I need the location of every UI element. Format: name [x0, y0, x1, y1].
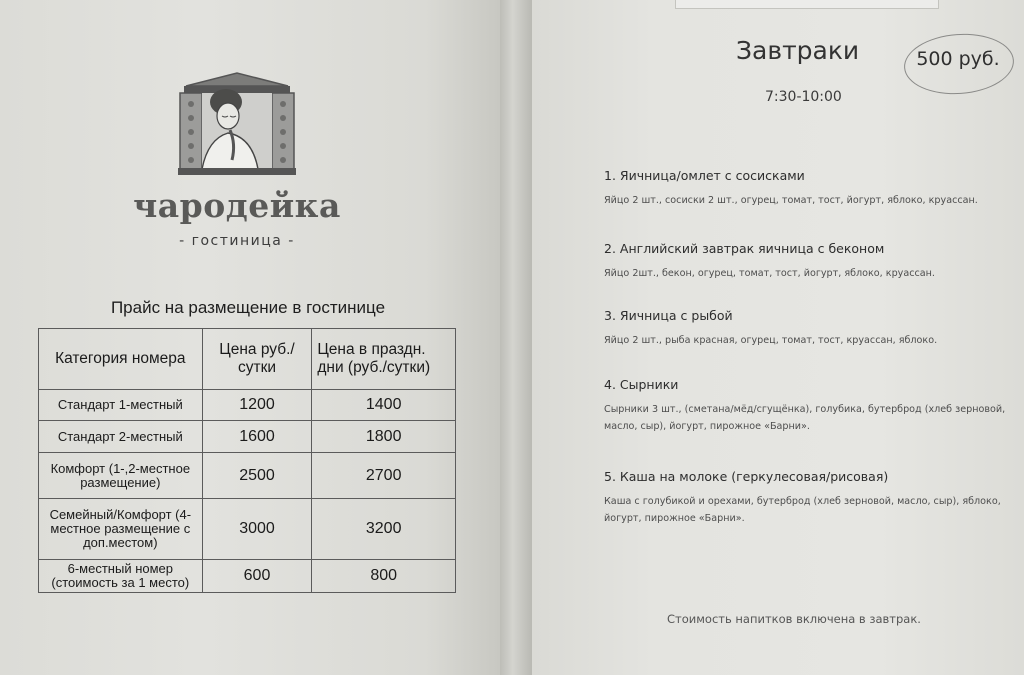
menu-item	[604, 241, 1006, 282]
room-price: 2500	[202, 453, 312, 499]
room-price: 1200	[202, 390, 312, 421]
brand-name: чародейка	[133, 186, 341, 225]
brand-subtitle: - гостиница -	[179, 233, 295, 249]
left-page	[0, 0, 500, 675]
menu-item-title: 1. Яичница/омлет с сосисками	[604, 168, 805, 183]
room-holiday-price: 2700	[312, 453, 456, 499]
price-title: Прайс на размещение в гостинице	[110, 298, 386, 317]
price-table	[38, 328, 456, 593]
table-header-row	[39, 329, 456, 390]
menu-item-title: 3. Яичница с рыбой	[604, 308, 733, 323]
menu-item-title: 4. Сырники	[604, 377, 679, 392]
table-row	[39, 499, 456, 560]
table-header: Категория номера	[39, 329, 203, 390]
hotel-logo-icon	[178, 72, 296, 176]
table-header: Цена руб./сутки	[202, 329, 312, 390]
menu-item-title: 5. Каша на молоке (геркулесовая/рисовая)	[604, 469, 889, 484]
breakfast-hours: 7:30-10:00	[765, 89, 842, 105]
menu-item-title: 2. Английский завтрак яичница с беконом	[604, 241, 885, 256]
menu-item-description: Каша с голубикой и орехами, бутерброд (хлеб зерновой, масло, сыр), яблоко, йогурт, пирожное «Барни».	[604, 496, 1001, 524]
room-category: Стандарт 1-местный	[39, 390, 203, 421]
room-price: 1600	[202, 421, 312, 453]
room-holiday-price: 3200	[312, 499, 456, 560]
room-category: Стандарт 2-местный	[39, 421, 203, 453]
room-holiday-price: 800	[312, 560, 456, 593]
menu-item	[604, 377, 1006, 435]
room-holiday-price: 1400	[312, 390, 456, 421]
room-category: 6-местный номер (стоимость за 1 место)	[39, 560, 203, 593]
menu-item-description: Сырники 3 шт., (сметана/мёд/сгущёнка), голубика, бутерброд (хлеб зерновой, масло, сыр), йогурт, пирожное «Барни».	[604, 404, 1006, 432]
room-category: Комфорт (1-,2-местное размещение)	[39, 453, 203, 499]
menu-item-description: Яйцо 2 шт., сосиски 2 шт., огурец, томат, тост, йогурт, яблоко, круассан.	[604, 195, 978, 206]
menu-item	[604, 469, 1006, 527]
menu-item-description: Яйцо 2 шт., рыба красная, огурец, томат, тост, круассан, яблоко.	[604, 335, 938, 346]
room-holiday-price: 1800	[312, 421, 456, 453]
paper-tab	[675, 0, 939, 9]
table-row	[39, 560, 456, 593]
book-gutter	[500, 0, 532, 675]
table-row	[39, 390, 456, 421]
menu-item	[604, 308, 1006, 349]
room-price: 600	[202, 560, 312, 593]
menu-item-description: Яйцо 2шт., бекон, огурец, томат, тост, йогурт, яблоко, круассан.	[604, 268, 935, 279]
room-price: 3000	[202, 499, 312, 560]
menu-item	[604, 168, 1006, 209]
table-header: Цена в праздн. дни (руб./сутки)	[312, 329, 456, 390]
breakfast-title: Завтраки	[736, 36, 860, 65]
table-row	[39, 421, 456, 453]
drinks-note: Стоимость напитков включена в завтрак.	[667, 612, 921, 626]
room-category: Семейный/Комфорт (4-местное размещение с доп.местом)	[39, 499, 203, 560]
table-row	[39, 453, 456, 499]
breakfast-price: 500 руб.	[916, 48, 1000, 70]
